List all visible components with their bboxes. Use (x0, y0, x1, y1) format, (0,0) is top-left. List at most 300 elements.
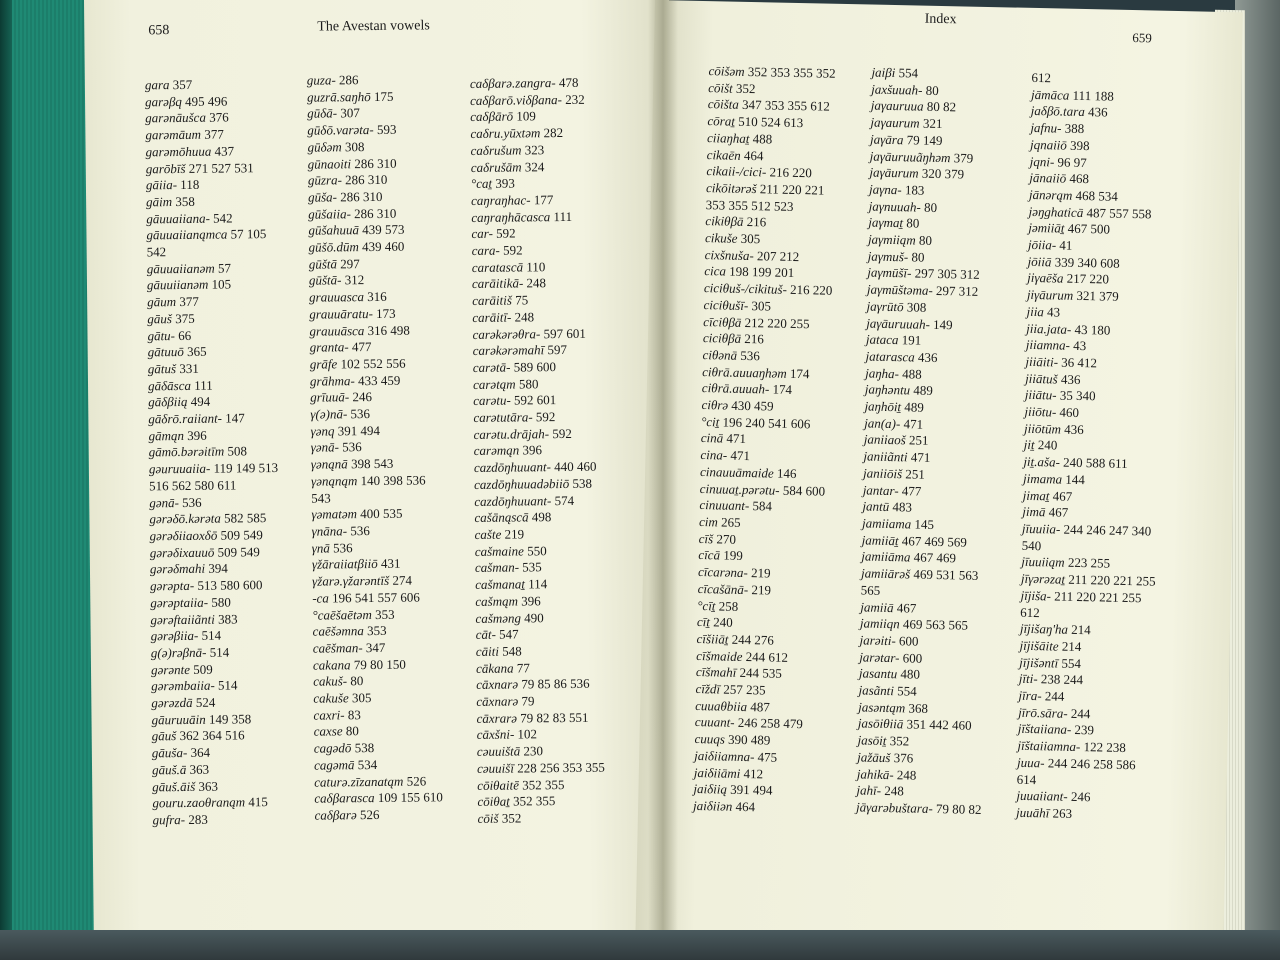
index-page-refs: 111 (194, 377, 213, 393)
index-page-refs: 468 534 (1075, 187, 1118, 204)
index-headword: cikaēn (706, 146, 741, 163)
index-headword: gūša- (307, 189, 338, 205)
index-headword: °cīṯ (697, 597, 716, 613)
index-headword: gəuruuaiia- (148, 460, 211, 477)
index-entry (474, 459, 602, 477)
index-headword: gərəδmahi (149, 561, 206, 577)
index-headword: °ciṯ (701, 413, 720, 430)
index-headword: jasəntąm (858, 699, 906, 716)
index-entry (311, 522, 440, 540)
index-headword: grauuāsca (309, 322, 365, 339)
index-entry (150, 560, 279, 578)
index-entry (151, 661, 280, 679)
index-page-refs: 305 (751, 297, 772, 314)
index-headword: jaγmaṯ (868, 214, 904, 231)
index-entry (307, 88, 436, 106)
index-page-refs: 297 (340, 255, 360, 272)
index-headword: cašmanaṯ (475, 576, 526, 593)
index-page-refs: 102 552 556 (340, 355, 406, 372)
index-page-refs: 436 (917, 349, 938, 365)
index-headword: jasōiθiiā (857, 715, 904, 732)
index-page-refs: 244 612 (745, 648, 789, 665)
index-headword: cəuuištā (476, 743, 521, 760)
index-headword: -ca (312, 590, 329, 606)
index-entry (476, 626, 604, 644)
index-headword: gātu- (147, 327, 176, 343)
index-headword: jamiiāṯ (861, 532, 899, 548)
index-page-refs: 436 (1064, 421, 1084, 437)
index-page-refs: 498 (531, 509, 552, 525)
index-entry (309, 238, 438, 256)
index-page-refs: 469 563 565 (902, 616, 969, 633)
index-headword: cašmaine (474, 543, 524, 559)
index-headword: cašmąm (475, 593, 519, 609)
index-entry (150, 577, 279, 595)
index-headword: jiiōtu- (1024, 403, 1057, 420)
index-page-refs: 536 (350, 523, 370, 539)
index-entry (307, 105, 436, 123)
index-headword: carətutāra- (473, 409, 533, 426)
index-headword: cōiθaitē (477, 777, 520, 793)
right-page-number: 659 (1132, 30, 1152, 46)
right-page-column-2 (856, 65, 997, 819)
index-headword: cikōitərəš (705, 180, 757, 197)
index-headword: g(ə)rəβnā- (150, 644, 207, 661)
index-headword: jaγrūtō (866, 298, 904, 315)
index-page-refs: 388 (1064, 120, 1085, 137)
index-headword: cinuuaṯ.pərətu- (699, 480, 780, 498)
index-page-refs: 312 (344, 272, 365, 288)
index-headword: caδrušām (470, 158, 522, 175)
index-headword: grīuuā- (310, 389, 350, 406)
index-page-refs: 352 (501, 810, 522, 826)
index-page-refs: 75 (515, 292, 529, 308)
index-page-refs: 467 469 (913, 549, 957, 566)
index-page-refs: 244 (1070, 705, 1091, 721)
index-page-refs: 475 (757, 749, 778, 765)
index-entry (149, 460, 278, 478)
index-headword: gāδβiią (148, 394, 188, 410)
index-headword: carəkərəmahī (472, 342, 545, 359)
index-entry (477, 726, 605, 744)
index-headword: cāiti (475, 643, 500, 659)
index-page-refs: 488 (752, 130, 773, 147)
index-headword: carəkərəθra- (472, 325, 541, 342)
index-page-refs: 219 (751, 581, 772, 598)
index-entry (471, 158, 599, 176)
index-headword: gūδā- (307, 105, 338, 122)
index-headword: cīš (698, 530, 714, 547)
index-entry (476, 709, 604, 727)
index-page-refs: 320 379 (921, 165, 965, 182)
index-entry (314, 806, 443, 824)
index-headword: cāt- (475, 626, 496, 643)
index-page-refs: 43 (1073, 338, 1087, 354)
index-page-refs: 487 557 558 (1086, 204, 1152, 222)
index-page-refs: 35 340 (1059, 387, 1096, 404)
index-page-refs: 244 246 247 340 (1063, 521, 1152, 539)
index-page-refs: 535 (522, 559, 542, 575)
index-page-refs: 437 (214, 143, 235, 159)
index-headword: γnā (311, 540, 330, 556)
index-headword: jəŋghaticā (1028, 203, 1084, 220)
index-entry (149, 443, 278, 461)
index-headword: cīždī (695, 681, 721, 697)
index-entry (308, 188, 437, 206)
index-entry (470, 108, 598, 126)
index-headword: jījišəntī (1019, 654, 1059, 671)
index-page-refs: 368 (908, 700, 929, 716)
index-entry (150, 610, 279, 628)
index-entry (310, 389, 439, 407)
index-entry (151, 711, 280, 729)
index-page-refs: 111 188 (1072, 87, 1115, 104)
index-headword: °caṯ (470, 175, 493, 192)
index-page-refs: 331 (179, 360, 199, 376)
index-headword: carāitikā- (471, 275, 524, 292)
index-entry (310, 372, 439, 390)
index-page-refs: 216 (746, 214, 767, 230)
index-page-refs: 584 600 (782, 482, 826, 499)
index-page-refs: 183 (904, 182, 925, 198)
index-page-refs: 433 459 (357, 372, 401, 388)
index-page-refs: 477 (351, 339, 372, 355)
index-headword: juua- (1016, 754, 1045, 771)
index-page-refs: 79 80 150 (353, 656, 406, 672)
index-entry (148, 393, 277, 411)
index-page-refs: 232 (565, 91, 585, 107)
index-headword: cašman- (474, 559, 520, 576)
index-page-refs: 592 (496, 225, 516, 242)
index-headword: gāum (147, 294, 177, 310)
index-headword: jiγāurum (1026, 286, 1074, 303)
index-page-refs: 43 180 (1074, 321, 1111, 338)
index-page-refs: 140 398 536 (360, 472, 426, 489)
index-headword: jīštaiiana- (1017, 721, 1072, 738)
index-page-refs: 536 (740, 347, 761, 364)
right-page-column-3 (1016, 70, 1166, 824)
index-page-refs: 80 (911, 249, 925, 265)
index-headword: γənąnąm (310, 473, 358, 489)
index-headword: cīšmahī (695, 664, 737, 681)
index-entry (152, 727, 281, 745)
index-headword: gūšahuuā (308, 222, 360, 238)
index-headword: garōbīš (145, 160, 186, 176)
index-headword: jōiiā (1027, 253, 1052, 270)
index-entry (314, 723, 443, 741)
index-headword: ciciθušī- (703, 296, 749, 313)
index-page-refs: 119 149 513 (213, 460, 279, 476)
index-headword: jamiiqn (859, 615, 900, 632)
index-page-refs: 149 (932, 316, 953, 332)
index-entry (475, 526, 603, 544)
index-headword: ciθrā.auuaŋhəm (702, 363, 787, 381)
index-headword: carāitiš (472, 292, 512, 309)
index-page-refs: 246 (352, 389, 373, 405)
index-headword: jiγaēša (1027, 270, 1064, 287)
index-entry (475, 576, 603, 594)
index-page-refs: 199 (723, 547, 743, 564)
index-page-refs: 251 (905, 466, 926, 482)
index-page-refs: 391 494 (730, 781, 773, 798)
index-entry (146, 176, 275, 194)
index-headword: γəmatəm (311, 506, 358, 522)
left-page-number: 658 (148, 23, 170, 39)
index-page-refs: 439 573 (362, 221, 405, 238)
index-entry (146, 226, 275, 244)
index-headword: cašānąscā (474, 509, 529, 526)
index-page-refs: 230 (523, 743, 544, 759)
index-page-refs: 246 258 479 (737, 715, 803, 732)
index-page-refs: 431 (380, 556, 401, 572)
index-page-refs: 375 (175, 310, 195, 326)
index-headword: gūzra- (307, 172, 342, 188)
index-headword: cəuuišī (476, 760, 514, 776)
index-entry (313, 639, 442, 657)
index-page-refs: 489 (904, 399, 925, 415)
index-entry (149, 494, 278, 512)
index-page-refs: 584 (752, 498, 773, 514)
index-headword: cim (698, 514, 719, 530)
index-page-refs: 109 155 610 (377, 789, 443, 806)
index-headword: gāuuaiianəm (146, 260, 215, 277)
index-page-refs: 490 (524, 609, 544, 625)
index-page-refs: 580 (211, 594, 231, 610)
index-entry (1016, 805, 1151, 825)
index-headword: cakana (312, 656, 351, 673)
index-headword: jarətar- (859, 649, 900, 665)
index-entry (475, 592, 603, 610)
index-page-refs: 612 (1020, 604, 1040, 620)
index-page-refs: 542 (213, 210, 233, 226)
index-headword: jiiātu- (1024, 387, 1057, 403)
index-headword: grauuāratu- (309, 305, 373, 322)
index-page-refs: 240 (713, 614, 733, 630)
index-page-refs: 600 (902, 649, 923, 666)
index-page-refs: 467 500 (1067, 221, 1111, 237)
index-page-refs: 239 (1074, 722, 1095, 738)
index-headword: gūšaiia- (308, 205, 351, 222)
index-headword: cīšiiāṯ (696, 630, 729, 647)
index-headword: jiiāiti- (1025, 353, 1059, 370)
index-headword: cuuant- (694, 714, 735, 731)
index-page-refs: 324 (524, 158, 545, 174)
index-entry (149, 510, 278, 528)
index-page-refs: 196 541 557 606 (332, 589, 420, 606)
index-entry (150, 544, 279, 562)
index-headword: cōišta (707, 96, 740, 113)
table-surface (0, 930, 1280, 960)
index-headword: carəmąn (473, 442, 520, 459)
index-page-refs: 257 235 (723, 681, 766, 698)
index-page-refs: 219 (504, 526, 525, 542)
index-entry (152, 794, 281, 812)
index-entry (152, 761, 281, 779)
index-entry (471, 208, 599, 226)
index-headword: gātuuō (147, 344, 184, 360)
index-headword: jiiātuš (1025, 370, 1058, 387)
index-entry (309, 255, 438, 273)
index-page-refs: 217 220 (1066, 271, 1110, 288)
index-entry (476, 643, 604, 661)
index-page-refs: 177 (533, 192, 554, 208)
index-entry (473, 342, 601, 360)
index-entry (311, 489, 440, 507)
index-headword: jiia (1026, 303, 1045, 320)
index-headword: cōišəm (708, 63, 745, 79)
index-page-refs: 543 (311, 490, 331, 506)
index-page-refs: 265 (720, 514, 741, 530)
index-page-refs: 460 (1059, 404, 1080, 421)
index-headword: gərəmbaiia- (151, 677, 215, 694)
index-page-refs: 244 276 (731, 631, 775, 648)
index-page-refs: 77 (516, 659, 530, 676)
index-page-refs: 286 310 (354, 155, 397, 171)
index-page-refs: 248 (896, 766, 917, 783)
index-page-refs: 96 97 (1057, 153, 1087, 170)
index-headword: guza- (306, 72, 336, 88)
index-page-refs: 79 (521, 693, 535, 709)
index-headword: gərənte (150, 661, 191, 677)
index-headword: gāuš.ā (151, 761, 187, 778)
left-page-column-1 (145, 76, 282, 829)
index-headword: cašte (474, 526, 502, 542)
index-page-refs: 376 (893, 749, 914, 766)
index-headword: caēšəmna (312, 623, 364, 639)
right-running-head: Index (924, 11, 957, 28)
index-page-refs: 79 85 86 536 (521, 676, 590, 692)
index-page-refs: 526 (359, 806, 380, 823)
index-page-refs: 80 (918, 232, 933, 248)
index-headword: cōiθaṯ (477, 793, 510, 810)
index-entry (478, 810, 606, 828)
index-headword: cīšmaide (696, 647, 743, 664)
index-page-refs: 464 (735, 798, 756, 815)
index-page-refs: 240 (1037, 437, 1058, 453)
index-page-refs: 509 (193, 661, 213, 677)
index-entry (314, 790, 443, 808)
index-headword: cazdōŋhuuant- (474, 492, 552, 509)
index-entry (146, 160, 275, 178)
index-headword: jīti- (1018, 671, 1038, 687)
index-page-refs: 307 (340, 105, 360, 121)
index-page-refs: 297 312 (935, 283, 979, 299)
index-page-refs: 263 (1052, 805, 1073, 821)
index-headword: jaŋhōiṯ (864, 398, 902, 415)
index-page-refs: 353 (374, 606, 395, 622)
index-headword: grāhma- (309, 372, 355, 389)
index-headword: jan(a)- (864, 415, 901, 431)
index-headword: gufra- (152, 811, 186, 828)
index-headword: garəmāum (145, 126, 202, 143)
index-entry (474, 475, 602, 493)
index-entry (697, 581, 826, 600)
index-entry (476, 676, 604, 694)
index-entry (477, 793, 605, 811)
index-page-refs: 540 (1021, 537, 1042, 553)
index-entry (147, 276, 276, 294)
index-page-refs: 592 (552, 425, 572, 441)
index-page-refs: 271 527 531 (188, 159, 254, 176)
index-headword: gūδəm (307, 139, 342, 155)
index-entry (152, 778, 281, 796)
index-headword: caδβarə.zangra- (469, 75, 556, 91)
index-page-refs: 508 (227, 443, 248, 459)
index-page-refs: 244 246 258 586 (1047, 755, 1136, 773)
index-entry (146, 143, 275, 161)
index-page-refs: 41 (1059, 237, 1073, 253)
index-headword: cāxnarə (476, 676, 519, 693)
index-headword: cakuš- (313, 673, 348, 689)
index-entry (475, 559, 603, 577)
index-entry (856, 799, 982, 818)
index-headword: caδrušum (470, 142, 522, 158)
index-page-refs: 468 (1069, 170, 1090, 187)
index-headword: jimā (1022, 504, 1046, 520)
index-headword: cīciθβā (703, 313, 742, 330)
index-headword: gāiia- (145, 177, 178, 193)
index-page-refs: 582 585 (223, 510, 267, 526)
index-headword: jānərąm (1028, 186, 1073, 203)
index-headword: jəmiiāṯ (1028, 220, 1065, 236)
index-headword: jaiδiiən (692, 797, 733, 814)
index-entry (151, 677, 280, 695)
index-page-refs: 534 (357, 756, 378, 773)
index-entry (147, 310, 276, 328)
index-page-refs: 574 (554, 492, 575, 508)
index-headword: jaγmuš- (867, 248, 909, 265)
index-page-refs: 391 494 (337, 422, 381, 439)
index-headword: gāuša- (151, 745, 188, 761)
index-headword: cāxrarə (476, 710, 518, 726)
index-entry (471, 225, 599, 243)
index-headword: cixšnuša- (704, 246, 754, 263)
index-entry (313, 656, 442, 674)
index-page-refs: 536 (333, 539, 353, 556)
index-headword: jafnu- (1030, 120, 1062, 136)
index-headword: jiṯ (1023, 437, 1035, 453)
index-page-refs: 321 379 (1076, 288, 1119, 304)
index-page-refs: 347 (365, 639, 386, 655)
index-page-refs: 244 535 (739, 665, 783, 682)
index-entry (476, 693, 604, 711)
index-page-refs: 494 (190, 394, 211, 410)
index-entry (145, 109, 274, 127)
index-entry (473, 375, 601, 393)
index-page-refs: 174 (772, 381, 793, 398)
index-page-refs: 228 256 353 355 (517, 759, 605, 776)
index-page-refs: 144 (1065, 471, 1085, 487)
index-page-refs: 592 (535, 409, 556, 425)
index-page-refs: 390 489 (727, 731, 771, 748)
index-headword: gūštā- (308, 272, 342, 289)
index-headword: gāδāsca (147, 377, 191, 394)
index-entry (148, 427, 277, 445)
index-page-refs: 353 355 512 523 (705, 196, 794, 214)
index-headword: jamiiāma (861, 548, 911, 565)
index-headword: caturə.zīzanatąm (314, 773, 404, 790)
index-page-refs: 554 (897, 683, 917, 699)
index-page-refs: 286 310 (340, 188, 383, 205)
index-page-refs: 548 (502, 643, 522, 659)
index-headword: jaŋhəntu (864, 381, 911, 398)
index-headword: jamiiā (860, 598, 894, 615)
index-entry (310, 339, 439, 357)
index-headword: caδβarə (314, 807, 357, 823)
index-entry (1020, 588, 1155, 608)
index-headword: gūδō.varəta- (307, 122, 374, 138)
index-entry (470, 125, 598, 143)
